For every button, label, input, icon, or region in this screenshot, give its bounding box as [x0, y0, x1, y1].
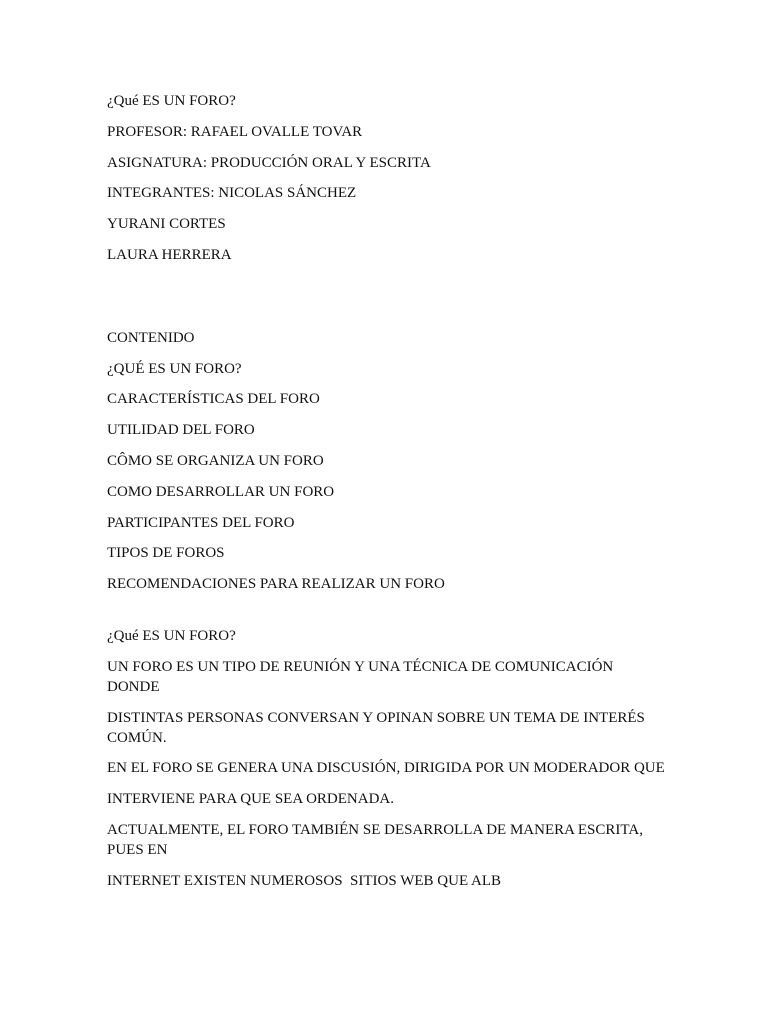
cover-title: ¿Qué ES UN FORO?	[107, 93, 236, 109]
members-line: INTEGRANTES: NICOLAS SÁNCHEZ	[107, 185, 357, 202]
contents-heading: CONTENIDO	[107, 329, 195, 346]
spacer	[107, 276, 667, 328]
contents-item: COMO DESARROLLAR UN FORO	[107, 483, 335, 500]
section-paragraph: DISTINTAS PERSONAS CONVERSAN Y OPINAN SOBRE UN TEMA DE INTERÉS COMÚN.	[107, 709, 649, 746]
section-paragraph: INTERVIENE PARA QUE SEA ORDENADA.	[107, 791, 394, 808]
contents-item: ¿QUÉ ES UN FORO?	[107, 360, 242, 377]
contents-item: PARTICIPANTES DEL FORO	[107, 514, 295, 531]
section-block	[107, 626, 667, 891]
spacer	[107, 605, 667, 626]
section-paragraph: ACTUALMENTE, EL FORO TAMBIÉN SE DESARROLLA DE MANERA ESCRITA, PUES EN	[107, 821, 647, 858]
contents-item: CÔMO SE ORGANIZA UN FORO	[107, 452, 324, 469]
section-paragraph: EN EL FORO SE GENERA UNA DISCUSIÓN, DIRIGIDA POR UN MODERADOR QUE	[107, 760, 665, 777]
contents-item: UTILIDAD DEL FORO	[107, 422, 255, 439]
cover-block	[107, 91, 667, 265]
subject-line: ASIGNATURA: PRODUCCIÓN ORAL Y ESCRITA	[107, 154, 431, 171]
document-page	[107, 91, 667, 902]
contents-item: TIPOS DE FOROS	[107, 545, 225, 562]
contents-item: CARACTERÍSTICAS DEL FORO	[107, 391, 320, 408]
professor-line: PROFESOR: RAFAEL OVALLE TOVAR	[107, 123, 363, 140]
section-heading: ¿Qué ES UN FORO?	[107, 627, 236, 644]
member-line: YURANI CORTES	[107, 216, 226, 233]
section-paragraph: UN FORO ES UN TIPO DE REUNIÓN Y UNA TÉCNICA DE COMUNICACIÓN DONDE	[107, 658, 618, 695]
contents-block	[107, 328, 667, 594]
section-paragraph: INTERNET EXISTEN NUMEROSOS SITIOS WEB QUE ALB	[107, 872, 502, 889]
member-line: LAURA HERRERA	[107, 246, 232, 263]
contents-item: RECOMENDACIONES PARA REALIZAR UN FORO	[107, 576, 445, 593]
